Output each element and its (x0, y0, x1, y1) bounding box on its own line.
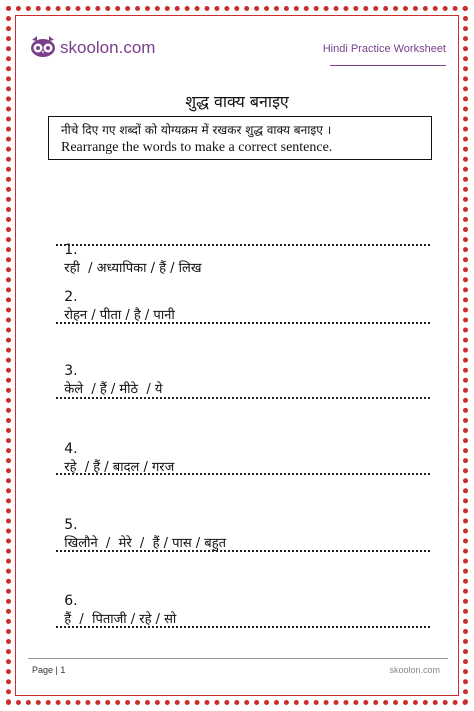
question-number: 2. (64, 289, 78, 305)
answer-line-1[interactable] (56, 244, 430, 246)
header-divider (330, 65, 446, 66)
answer-line-3[interactable] (56, 397, 430, 399)
question-number: 4. (64, 441, 78, 457)
owl-logo-icon (30, 36, 56, 58)
question-words: खिलौने / मेरे / हैं / पास / बहुत (64, 536, 227, 551)
instructions-hindi: नीचे दिए गए शब्दों को योग्यक्रम में रखकर शुद्ध वाक्य बनाइए । (61, 123, 332, 137)
question-words: रहे / हैं / बादल / गरज (64, 460, 175, 475)
question-words: रोहन / पीता / है / पानी (64, 308, 175, 323)
page-title: शुद्ध वाक्य बनाइए (185, 92, 289, 111)
worksheet-title: Hindi Practice Worksheet (322, 43, 446, 55)
answer-line-4[interactable] (56, 473, 430, 475)
instructions-box (48, 116, 432, 160)
question-number: 6. (64, 593, 78, 609)
question-6 (56, 578, 176, 627)
question-words: केले / हैं / मीठे / ये (64, 382, 163, 397)
instructions-english: Rearrange the words to make a correct sentence. (61, 140, 333, 155)
question-3 (56, 348, 162, 397)
question-number: 1. (64, 242, 78, 258)
question-words: रही / अध्यापिका / हैं / लिख (64, 261, 202, 276)
question-2 (56, 274, 175, 323)
question-1 (56, 227, 201, 276)
site-name: skoolon.com (60, 38, 156, 57)
answer-line-5[interactable] (56, 550, 430, 552)
footer-site-name: skoolon.com (389, 665, 440, 675)
answer-line-6[interactable] (56, 626, 430, 628)
page-number: Page | 1 (32, 665, 66, 675)
answer-line-2[interactable] (56, 322, 430, 324)
footer-divider (28, 658, 448, 659)
question-5 (56, 502, 226, 551)
question-number: 5. (64, 517, 78, 533)
question-words: हैं / पिताजी / रहे / सो (64, 612, 177, 627)
question-4 (56, 426, 174, 475)
question-number: 3. (64, 363, 78, 379)
